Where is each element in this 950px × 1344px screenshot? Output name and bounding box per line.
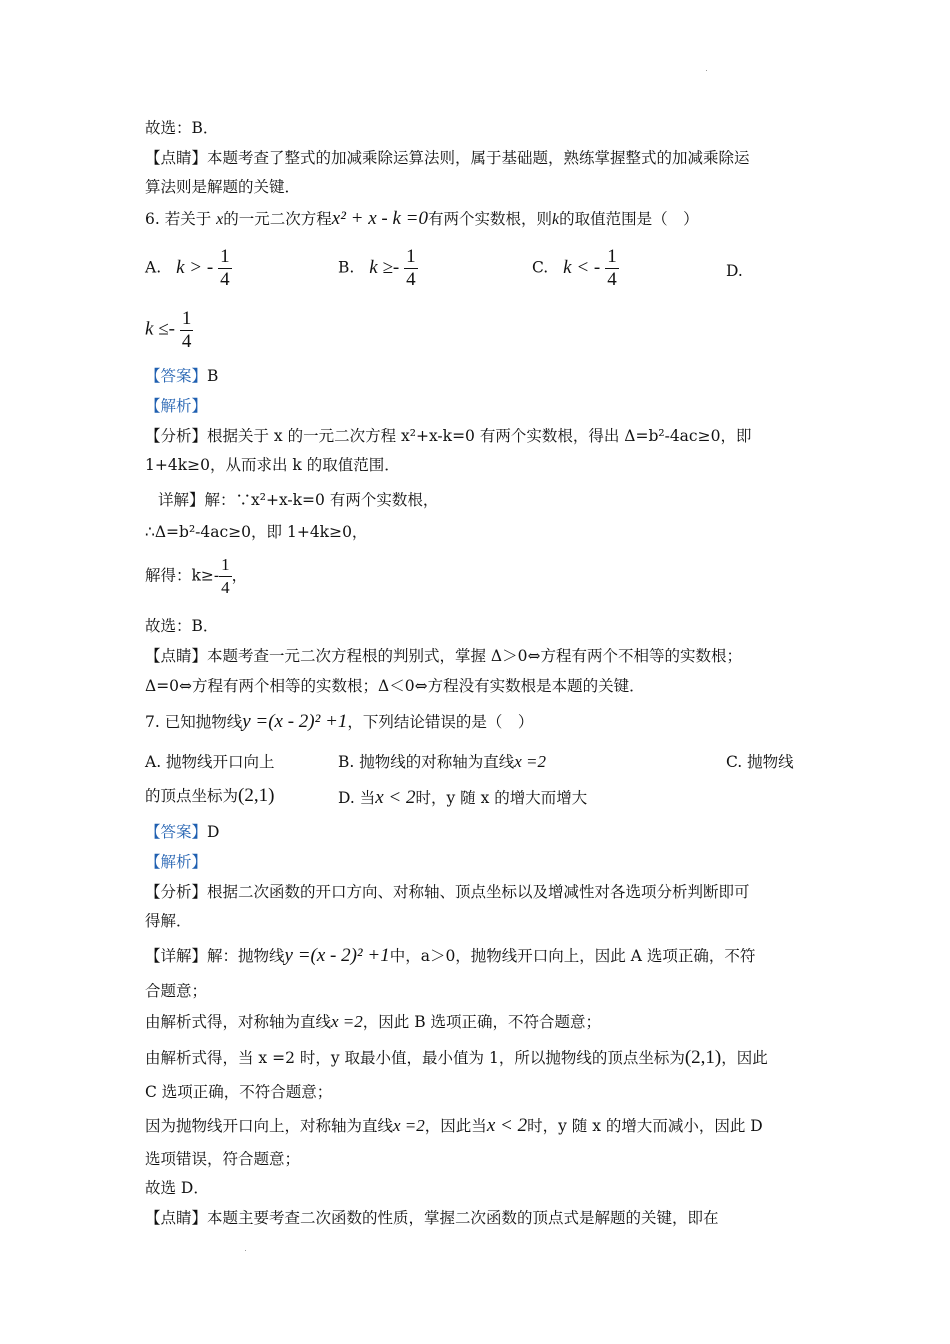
q7-detail-line6-eq: x =2 [393, 1116, 425, 1135]
answer-tag: 【答案】 [145, 367, 208, 385]
fraction-numerator: 1 [219, 554, 232, 577]
q6-choice: 故选：B． [145, 617, 219, 635]
q7-fenxi-line2: 得解． [145, 912, 192, 930]
fraction-denominator: 4 [607, 269, 617, 290]
q7-option-c-pre: 的顶点坐标为 [145, 787, 239, 805]
q7-option-b-eq: x =2 [514, 752, 547, 771]
q6-stem-k: k [552, 211, 560, 228]
page-mark [706, 70, 707, 71]
fraction-numerator: 1 [220, 246, 230, 267]
q6-option-c [532, 246, 619, 291]
fraction-numerator: 1 [607, 246, 617, 267]
q7-detail-line7: 选项错误，符合题意； [145, 1150, 301, 1168]
q6-answer [145, 366, 218, 386]
q6-stem-post: 有两个实数根，则 [428, 210, 553, 228]
q7-detail-line5: C 选项正确，不符合题意； [145, 1083, 333, 1101]
q7-detail-line1-eq: y =(x - 2)² +1 [284, 945, 390, 966]
q7-answer [145, 822, 219, 842]
q6-detail-fraction [219, 554, 232, 599]
q7-detail-line2: 合题意； [145, 982, 208, 1000]
q7-detail-line3-post: ，因此 B 选项正确，不符合题意； [362, 1013, 602, 1031]
q6-equation: x² + x - k =0 [331, 208, 428, 229]
q6-option-c-letter: C. [532, 258, 549, 277]
q7-option-c-continued [145, 786, 274, 806]
q7-detail-line3 [145, 1012, 601, 1032]
q7-detail-line1-post: 中，a＞0，抛物线开口向上，因此 A 选项正确，不符 [389, 947, 756, 965]
q6-option-b [338, 246, 418, 291]
q7-option-a: A. 抛物线开口向上 [145, 753, 275, 771]
q6-fenxi-line2: 1+4k≥0，从而求出 k 的取值范围． [145, 456, 400, 474]
answer-tag: 【答案】 [145, 823, 208, 841]
q6-stem [145, 209, 699, 230]
q7-option-d [338, 788, 587, 808]
q6-option-d-expr: k ≤- [145, 318, 175, 340]
q7-equation: y =(x - 2)² +1 [242, 711, 348, 732]
fraction-denominator: 4 [220, 269, 230, 290]
q7-detail-line4-pre: 由解析式得，当 x =2 时，y 取最小值，最小值为 1，所以抛物线的顶点坐标为 [145, 1049, 685, 1067]
q6-option-d [145, 308, 193, 353]
q6-fenxi-line1: 【分析】根据关于 x 的一元二次方程 x²+x-k=0 有两个实数根，得出 Δ=b²-4ac≥0，即 [145, 427, 752, 445]
q6-option-a-fraction [218, 246, 232, 291]
q6-stem-end: 的取值范围是（ ） [559, 210, 699, 228]
q6-answer-value: B [207, 367, 219, 385]
q6-detail-line2: ∴Δ=b²-4ac≥0，即 1+4k≥0， [145, 523, 368, 541]
page-mark [245, 1250, 246, 1251]
q7-fenxi-line1: 【分析】根据二次函数的开口方向、对称轴、顶点坐标以及增减性对各选项分析判断即可 [145, 883, 750, 901]
q6-option-a [145, 246, 232, 291]
q7-stem [145, 712, 533, 732]
fraction-numerator: 1 [406, 246, 416, 267]
q7-stem-post: ，下列结论错误的是（ ） [347, 713, 534, 731]
q6-option-b-letter: B. [338, 258, 355, 277]
q7-option-d-post: 时，y 随 x 的增大而增大 [415, 789, 588, 807]
q7-detail-line3-eq: x =2 [331, 1012, 363, 1031]
q6-option-a-letter: A. [145, 258, 162, 277]
fraction-denominator: 4 [406, 269, 416, 290]
q7-option-c-eq: (2,1) [238, 785, 275, 806]
q7-analysis-tag: 【解析】 [145, 853, 208, 871]
q7-detail-line4-post: ，因此 [721, 1049, 768, 1067]
q7-detail-line1 [145, 946, 755, 966]
q7-detail-line6 [145, 1116, 763, 1136]
q7-option-d-eq: x < 2 [375, 787, 416, 808]
q6-stem-x: x [216, 211, 224, 228]
q7-detail-line6-pre: 因为抛物线开口向上，对称轴为直线 [145, 1117, 394, 1135]
q6-option-c-expr: k < - [563, 256, 601, 278]
q6-stem-mid: 的一元二次方程 [223, 210, 332, 228]
q6-detail-line1: 详解】解：∵x²+x-k=0 有两个实数根， [158, 491, 439, 509]
q6-detail-line3 [145, 554, 247, 599]
q6-stem-pre: 6. 若关于 [145, 210, 212, 228]
q7-option-c: C. 抛物线 [726, 753, 794, 771]
q6-option-a-expr: k > - [176, 256, 214, 278]
q6-option-c-fraction [605, 246, 619, 291]
q7-option-b [338, 752, 546, 772]
q6-comment-line2: Δ=0⇔方程有两个相等的实数根；Δ＜0⇔方程没有实数根是本题的关键． [145, 677, 645, 695]
q7-stem-pre: 7. 已知抛物线 [145, 713, 243, 731]
q7-detail-line4 [145, 1048, 768, 1068]
q6-option-b-expr: k ≥- [369, 256, 400, 278]
q6-option-b-fraction [404, 246, 418, 291]
prev-comment-line1: 【点睛】本题考查了整式的加减乘除运算法则，属于基础题，熟练掌握整式的加减乘除运 [145, 149, 750, 167]
q7-choice: 故选 D． [145, 1179, 209, 1197]
q6-analysis-tag: 【解析】 [145, 397, 208, 415]
fraction-denominator: 4 [181, 331, 192, 352]
q7-detail-line6-post: 时，y 随 x 的增大而减小，因此 D [527, 1117, 763, 1135]
fraction-denominator: 4 [221, 578, 230, 597]
q7-detail-line4-eq: (2,1) [684, 1047, 722, 1068]
q7-option-b-pre: B. 抛物线的对称轴为直线 [338, 753, 515, 771]
q6-comment-line1: 【点睛】本题考查一元二次方程根的判别式，掌握 Δ＞0⇔方程有两个不相等的实数根； [145, 647, 742, 665]
q7-detail-line6-eq2: x < 2 [486, 1115, 528, 1136]
q7-option-d-pre: D. 当 [338, 789, 376, 807]
q7-detail-line3-pre: 由解析式得，对称轴为直线 [145, 1013, 332, 1031]
q7-detail-line1-pre: 【详解】解：抛物线 [145, 947, 285, 965]
fraction-numerator: 1 [181, 308, 192, 329]
q7-answer-value: D [207, 823, 220, 841]
q7-detail-line6-mid: ，因此当 [424, 1117, 487, 1135]
q6-option-d-fraction [180, 308, 194, 353]
prev-choice: 故选：B． [145, 119, 219, 137]
q6-option-d-letter: D. [726, 262, 743, 280]
q6-detail-line3-pre: 解得：k≥- [145, 566, 220, 585]
prev-comment-line2: 算法则是解题的关键． [145, 178, 301, 196]
q7-comment-line1: 【点睛】本题主要考查二次函数的性质，掌握二次函数的顶点式是解题的关键，即在 [145, 1209, 719, 1227]
q6-detail-line3-post: ， [231, 566, 248, 585]
